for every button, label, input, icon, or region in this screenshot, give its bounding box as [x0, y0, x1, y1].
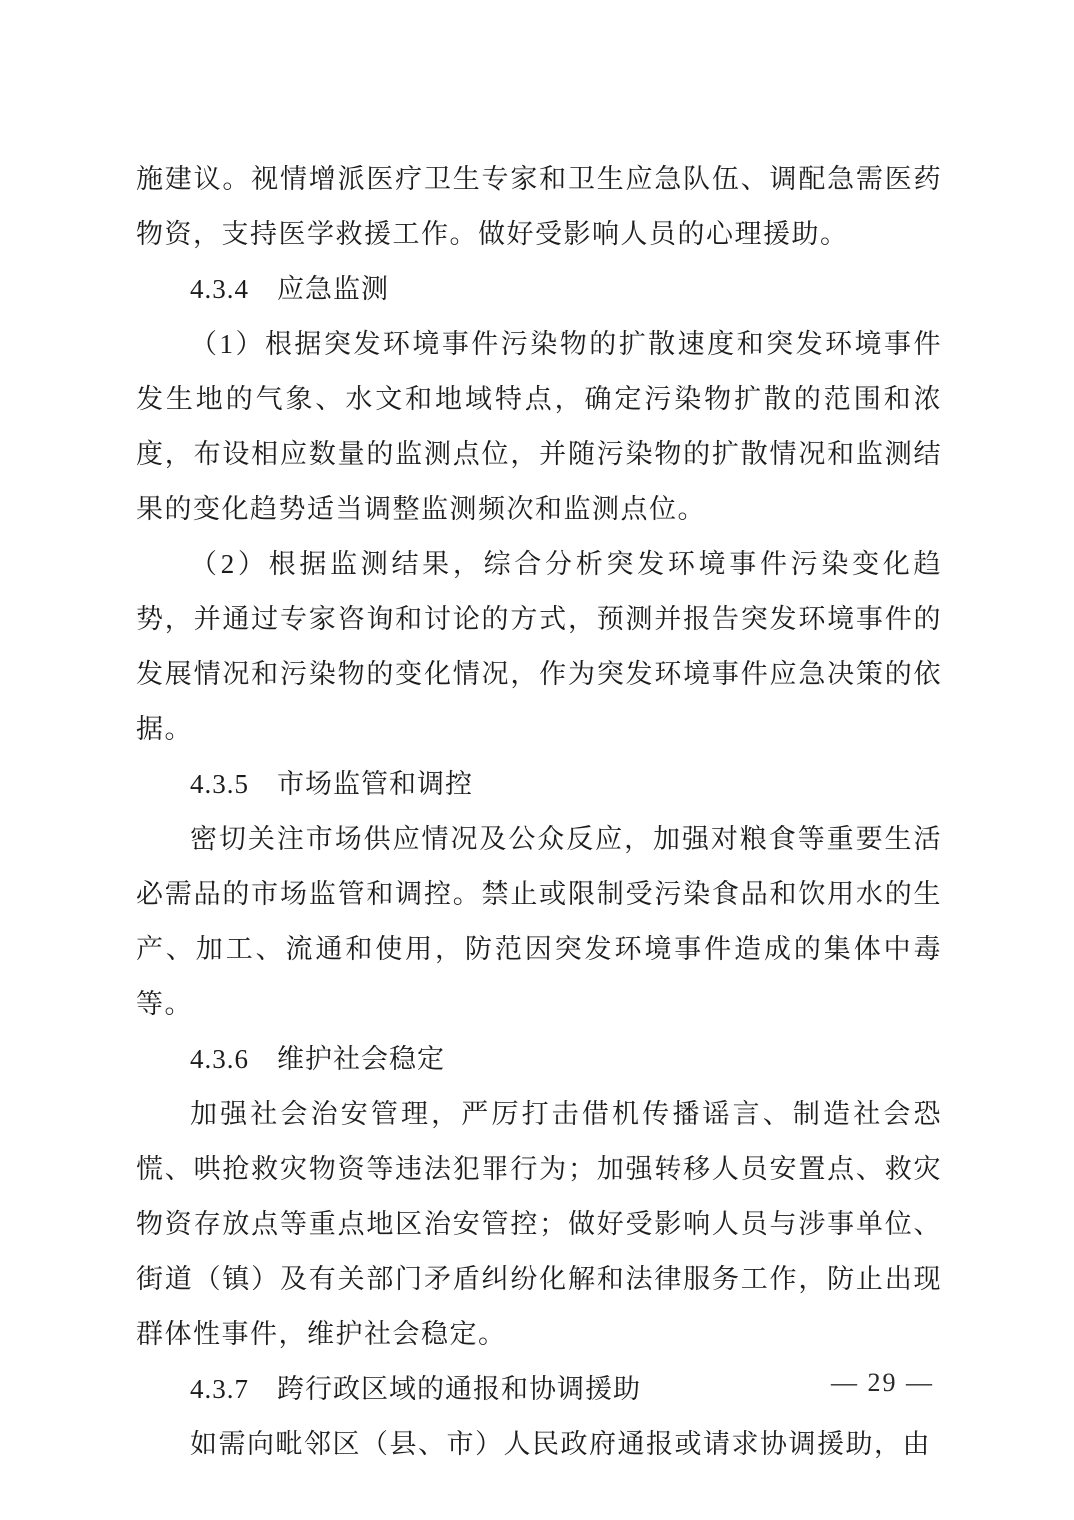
paragraph-monitoring-item-2: （2）根据监测结果，综合分析突发环境事件污染变化趋势，并通过专家咨询和讨论的方式，预测并报告突发环境事件的发展情况和污染物的变化情况，作为突发环境事件应急决策的依据。 [136, 549, 942, 744]
document-body [136, 152, 942, 1472]
section-heading-4-3-6: 4.3.6 维护社会稳定 [190, 1044, 445, 1074]
paragraph-social-stability: 加强社会治安管理，严厉打击借机传播谣言、制造社会恐慌、哄抢救灾物资等违法犯罪行为；加强转移人员安置点、救灾物资存放点等重点地区治安管控；做好受影响人员与涉事单位、街道（镇）及有关部门矛盾纠纷化解和法律服务工作，防止出现群体性事件，维护社会稳定。 [136, 1099, 942, 1349]
paragraph-cross-region-notification: 如需向毗邻区（县、市）人民政府通报或请求协调援助，由 [190, 1429, 931, 1459]
section-heading-4-3-5: 4.3.5 市场监管和调控 [190, 769, 473, 799]
paragraph-market-regulation: 密切关注市场供应情况及公众反应，加强对粮食等重要生活必需品的市场监管和调控。禁止或限制受污染食品和饮用水的生产、加工、流通和使用，防范因突发环境事件造成的集体中毒等。 [136, 824, 942, 1019]
page-number: — 29 — [831, 1368, 934, 1397]
paragraph-monitoring-item-1: （1）根据突发环境事件污染物的扩散速度和突发环境事件发生地的气象、水文和地域特点，确定污染物扩散的范围和浓度，布设相应数量的监测点位，并随污染物的扩散情况和监测结果的变化趋势适当调整监测频次和监测点位。 [136, 329, 942, 524]
paragraph-medical-rescue-continuation: 施建议。视情增派医疗卫生专家和卫生应急队伍、调配急需医药物资，支持医学救援工作。做好受影响人员的心理援助。 [136, 164, 942, 249]
section-heading-4-3-4: 4.3.4 应急监测 [190, 274, 389, 304]
section-heading-4-3-7: 4.3.7 跨行政区域的通报和协调援助 [190, 1374, 641, 1404]
